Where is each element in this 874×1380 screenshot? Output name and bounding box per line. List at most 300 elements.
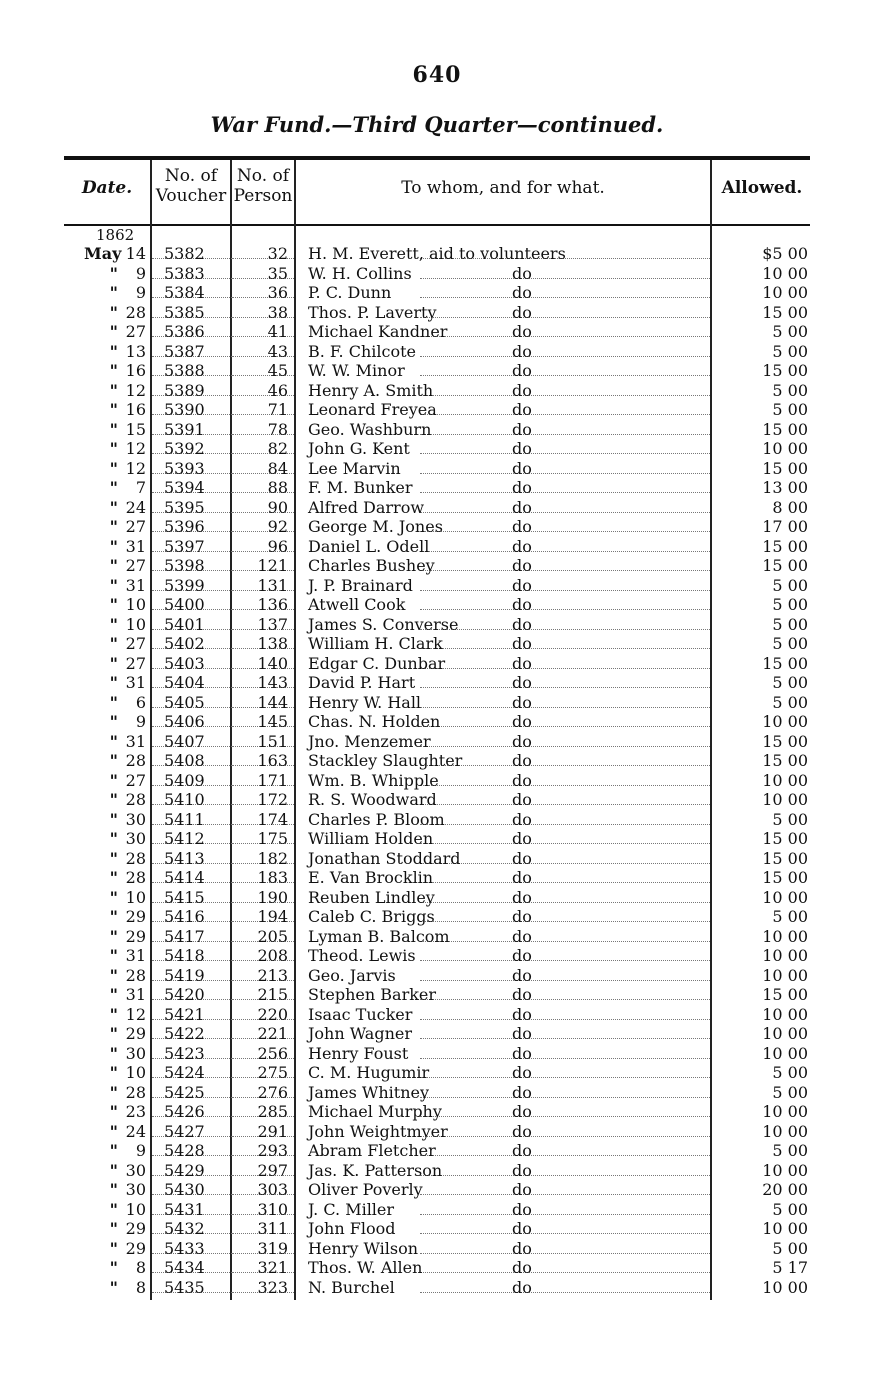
row-day: 31 — [125, 673, 146, 692]
row-purpose: do — [512, 712, 532, 731]
row-day: 30 — [125, 829, 146, 848]
table-row — [0, 459, 874, 479]
row-purpose: do — [512, 770, 532, 790]
row-purpose: do — [512, 1043, 532, 1063]
table-row — [0, 966, 874, 986]
row-person-number: 38 — [267, 302, 288, 322]
dotted-leader — [420, 453, 710, 454]
dotted-leader — [420, 1019, 710, 1020]
row-day: 31 — [125, 536, 146, 556]
year-label: 1862 — [96, 226, 135, 244]
table-row — [0, 751, 874, 771]
table-row — [0, 790, 874, 810]
row-payee: Henry W. Hall — [308, 692, 422, 712]
table-row — [0, 985, 874, 1005]
row-voucher-number: 5394 — [164, 478, 205, 497]
dotted-leader — [420, 551, 710, 552]
header-allowed: Allowed. — [721, 178, 803, 198]
table-row — [0, 1258, 874, 1278]
row-purpose: do — [512, 1180, 532, 1199]
row-purpose: do — [512, 302, 532, 322]
row-voucher-number: 5384 — [164, 283, 205, 302]
row-voucher-number: 5425 — [164, 1082, 205, 1102]
row-day: 28 — [125, 302, 146, 322]
row-amount: 15 00 — [762, 829, 808, 848]
row-day: 23 — [125, 1102, 146, 1121]
row-payee: Edgar C. Dunbar — [308, 653, 446, 673]
table-row — [0, 888, 874, 908]
dotted-leader — [420, 668, 710, 669]
table-row — [0, 283, 874, 303]
row-person-number: 275 — [257, 1063, 288, 1082]
row-person-number: 144 — [257, 692, 288, 712]
table-row — [0, 673, 874, 693]
row-purpose: do — [512, 1277, 532, 1297]
row-day: 8 — [135, 1277, 146, 1297]
row-voucher-number: 5429 — [164, 1160, 205, 1180]
row-month: " — [109, 536, 118, 556]
row-purpose: do — [512, 848, 532, 868]
row-amount: 10 00 — [762, 1277, 808, 1297]
row-day: 28 — [125, 790, 146, 809]
dotted-leader — [420, 297, 710, 298]
dotted-leader — [420, 882, 710, 883]
row-payee: Leonard Freyea — [308, 400, 437, 419]
row-month: " — [109, 1238, 118, 1258]
row-payee: Wm. B. Whipple — [308, 770, 439, 790]
row-amount: 10 00 — [762, 965, 808, 985]
dotted-leader — [420, 1272, 710, 1273]
row-amount: 15 00 — [762, 868, 808, 887]
page-number: 640 — [412, 62, 462, 88]
dotted-leader — [420, 648, 710, 649]
row-purpose: do — [512, 497, 532, 517]
table-row — [0, 361, 874, 381]
row-day: 6 — [135, 692, 146, 712]
row-voucher-number: 5396 — [164, 517, 205, 536]
row-month: " — [109, 478, 118, 497]
row-voucher-number: 5406 — [164, 712, 205, 731]
row-amount: 10 00 — [762, 790, 808, 809]
row-amount: 10 00 — [762, 283, 808, 302]
row-voucher-number: 5424 — [164, 1063, 205, 1082]
row-purpose: do — [512, 1238, 532, 1258]
dotted-leader — [420, 414, 710, 415]
row-amount: 10 00 — [762, 946, 808, 965]
row-day: 7 — [135, 478, 146, 497]
row-month: May — [84, 244, 122, 263]
row-day: 31 — [125, 946, 146, 965]
table-row — [0, 1063, 874, 1083]
row-day: 30 — [125, 1160, 146, 1180]
row-person-number: 256 — [257, 1043, 288, 1063]
row-voucher-number: 5402 — [164, 634, 205, 653]
row-purpose: do — [512, 575, 532, 595]
row-amount: 5 00 — [772, 1141, 808, 1160]
row-voucher-number: 5397 — [164, 536, 205, 556]
row-voucher-number: 5387 — [164, 341, 205, 361]
row-amount: 10 00 — [762, 712, 808, 731]
row-payee: N. Burchel — [308, 1277, 395, 1297]
dotted-leader — [420, 1292, 710, 1293]
row-person-number: 145 — [257, 712, 288, 731]
dotted-leader — [420, 1155, 710, 1156]
row-person-number: 143 — [257, 673, 288, 692]
row-person-number: 221 — [257, 1024, 288, 1043]
row-amount: 5 17 — [772, 1258, 808, 1277]
row-payee: John Wagner — [308, 1024, 412, 1043]
dotted-leader — [420, 960, 710, 961]
row-person-number: 121 — [257, 556, 288, 575]
row-month: " — [109, 731, 118, 751]
dotted-leader — [420, 1194, 710, 1195]
table-row — [0, 634, 874, 654]
dotted-leader — [420, 785, 710, 786]
dotted-leader — [420, 1233, 710, 1234]
row-payee: Henry A. Smith — [308, 380, 434, 400]
row-month: " — [109, 1199, 118, 1219]
row-day: 16 — [125, 361, 146, 380]
row-person-number: 138 — [257, 634, 288, 653]
dotted-leader — [420, 804, 710, 805]
row-purpose: do — [512, 965, 532, 985]
dotted-leader — [420, 746, 710, 747]
dotted-leader — [420, 375, 710, 376]
row-person-number: 71 — [267, 400, 288, 419]
row-amount: 15 00 — [762, 985, 808, 1004]
dotted-leader — [420, 531, 710, 532]
row-person-number: 36 — [267, 283, 288, 302]
row-payee: Daniel L. Odell — [308, 536, 430, 556]
row-person-number: 311 — [257, 1219, 288, 1238]
row-month: " — [109, 1180, 118, 1199]
row-day: 12 — [125, 439, 146, 458]
row-month: " — [109, 809, 118, 829]
row-day: 29 — [125, 1238, 146, 1258]
row-month: " — [109, 361, 118, 380]
row-person-number: 151 — [257, 731, 288, 751]
row-amount: 5 00 — [772, 341, 808, 361]
row-day: 31 — [125, 575, 146, 595]
row-payee: Geo. Jarvis — [308, 965, 396, 985]
row-amount: 8 00 — [772, 497, 808, 517]
row-purpose: do — [512, 1258, 532, 1277]
row-person-number: 137 — [257, 614, 288, 634]
row-voucher-number: 5435 — [164, 1277, 205, 1297]
row-payee: Michael Murphy — [308, 1102, 442, 1121]
dotted-leader — [420, 278, 710, 279]
row-payee: William Holden — [308, 829, 434, 848]
row-month: " — [109, 614, 118, 634]
row-amount: 5 00 — [772, 1199, 808, 1219]
row-person-number: 291 — [257, 1121, 288, 1141]
row-voucher-number: 5383 — [164, 263, 205, 283]
row-person-number: 208 — [257, 946, 288, 965]
row-payee: R. S. Woodward — [308, 790, 437, 809]
row-payee: Henry Foust — [308, 1043, 409, 1063]
row-amount: 10 00 — [762, 1043, 808, 1063]
table-row — [0, 849, 874, 869]
dotted-leader — [420, 1175, 710, 1176]
row-voucher-number: 5417 — [164, 926, 205, 946]
row-purpose: do — [512, 1160, 532, 1180]
page-heading: War Fund.—Third Quarter—continued. — [210, 112, 664, 137]
header-persons: No. of Person — [233, 166, 293, 206]
table-row — [0, 693, 874, 713]
row-person-number: 194 — [257, 907, 288, 926]
row-month: " — [109, 1043, 118, 1063]
table-row — [0, 595, 874, 615]
row-day: 28 — [125, 965, 146, 985]
row-person-number: 323 — [257, 1277, 288, 1297]
row-amount: 5 00 — [772, 595, 808, 614]
dotted-leader — [420, 492, 710, 493]
table-row — [0, 1083, 874, 1103]
table-row — [0, 946, 874, 966]
row-voucher-number: 5431 — [164, 1199, 205, 1219]
table-row — [0, 907, 874, 927]
row-voucher-number: 5412 — [164, 829, 205, 848]
row-day: 9 — [135, 1141, 146, 1160]
dotted-leader — [420, 1058, 710, 1059]
row-payee: Chas. N. Holden — [308, 712, 441, 731]
row-payee: Henry Wilson — [308, 1238, 419, 1258]
row-person-number: 92 — [267, 517, 288, 536]
row-voucher-number: 5401 — [164, 614, 205, 634]
row-amount: 5 00 — [772, 673, 808, 692]
row-purpose: do — [512, 868, 532, 887]
row-voucher-number: 5395 — [164, 497, 205, 517]
row-payee: John G. Kent — [308, 439, 410, 458]
dotted-leader — [420, 570, 710, 571]
row-voucher-number: 5410 — [164, 790, 205, 809]
row-person-number: 82 — [267, 439, 288, 458]
row-purpose: do — [512, 751, 532, 770]
header-whom: To whom, and for what. — [401, 178, 605, 198]
row-purpose: do — [512, 653, 532, 673]
row-voucher-number: 5432 — [164, 1219, 205, 1238]
row-voucher-number: 5433 — [164, 1238, 205, 1258]
row-voucher-number: 5434 — [164, 1258, 205, 1277]
row-purpose: do — [512, 634, 532, 653]
dotted-leader — [420, 629, 710, 630]
row-amount: 10 00 — [762, 1160, 808, 1180]
row-voucher-number: 5416 — [164, 907, 205, 926]
row-day: 10 — [125, 595, 146, 614]
row-purpose: do — [512, 692, 532, 712]
dotted-leader — [420, 609, 710, 610]
row-month: " — [109, 653, 118, 673]
row-person-number: 174 — [257, 809, 288, 829]
header-rule — [64, 224, 810, 226]
row-amount: 15 00 — [762, 302, 808, 322]
row-purpose: do — [512, 1141, 532, 1160]
row-amount: 10 00 — [762, 1121, 808, 1141]
row-payee: F. M. Bunker — [308, 478, 413, 497]
row-payee: W. H. Collins — [308, 263, 412, 283]
row-voucher-number: 5413 — [164, 848, 205, 868]
row-payee: Lyman B. Balcom — [308, 926, 450, 946]
row-payee: Stephen Barker — [308, 985, 437, 1004]
row-amount: 20 00 — [762, 1180, 808, 1199]
row-purpose: do — [512, 478, 532, 497]
table-row — [0, 400, 874, 420]
row-day: 15 — [125, 419, 146, 439]
row-day: 12 — [125, 1004, 146, 1024]
table-row — [0, 342, 874, 362]
row-month: " — [109, 1141, 118, 1160]
row-purpose: do — [512, 946, 532, 965]
table-row — [0, 439, 874, 459]
row-purpose: do — [512, 517, 532, 536]
row-voucher-number: 5392 — [164, 439, 205, 458]
row-payee: Thos. W. Allen — [308, 1258, 423, 1277]
row-amount: 15 00 — [762, 731, 808, 751]
row-purpose: do — [512, 341, 532, 361]
dotted-leader — [420, 1116, 710, 1117]
table-row — [0, 654, 874, 674]
row-amount: 5 00 — [772, 1082, 808, 1102]
row-purpose: do — [512, 1024, 532, 1043]
row-person-number: 190 — [257, 887, 288, 907]
table-row — [0, 517, 874, 537]
dotted-leader — [420, 941, 710, 942]
row-person-number: 41 — [267, 322, 288, 341]
row-payee: James Whitney — [308, 1082, 429, 1102]
row-person-number: 172 — [257, 790, 288, 809]
table-row — [0, 537, 874, 557]
dotted-leader — [420, 1136, 710, 1137]
row-day: 9 — [135, 263, 146, 283]
dotted-leader — [420, 1097, 710, 1098]
row-purpose: do — [512, 595, 532, 614]
row-amount: 10 00 — [762, 926, 808, 946]
table-row — [0, 1044, 874, 1064]
row-day: 27 — [125, 770, 146, 790]
row-purpose: do — [512, 556, 532, 575]
row-day: 28 — [125, 1082, 146, 1102]
row-purpose: do — [512, 1219, 532, 1238]
row-payee: Jonathan Stoddard — [308, 848, 461, 868]
dotted-leader — [420, 1214, 710, 1215]
row-day: 30 — [125, 809, 146, 829]
dotted-leader — [420, 707, 710, 708]
dotted-leader — [420, 1077, 710, 1078]
row-day: 8 — [135, 1258, 146, 1277]
row-month: " — [109, 1121, 118, 1141]
row-voucher-number: 5426 — [164, 1102, 205, 1121]
table-row — [0, 1161, 874, 1181]
row-month: " — [109, 1082, 118, 1102]
top-rule — [64, 156, 810, 160]
row-payee: Lee Marvin — [308, 458, 401, 478]
row-payee: Isaac Tucker — [308, 1004, 413, 1024]
row-month: " — [109, 673, 118, 692]
row-purpose: do — [512, 809, 532, 829]
dotted-leader — [420, 590, 710, 591]
row-month: " — [109, 322, 118, 341]
row-voucher-number: 5393 — [164, 458, 205, 478]
dotted-leader — [420, 473, 710, 474]
row-month: " — [109, 1063, 118, 1082]
row-voucher-number: 5405 — [164, 692, 205, 712]
row-voucher-number: 5388 — [164, 361, 205, 380]
row-day: 31 — [125, 731, 146, 751]
row-day: 12 — [125, 458, 146, 478]
table-row — [0, 420, 874, 440]
row-month: " — [109, 419, 118, 439]
row-amount: 5 00 — [772, 634, 808, 653]
row-month: " — [109, 848, 118, 868]
row-payee: H. M. Everett, aid to volunteers — [308, 244, 566, 263]
row-payee: Oliver Poverly — [308, 1180, 423, 1199]
row-month: " — [109, 751, 118, 770]
table-row — [0, 1024, 874, 1044]
row-person-number: 43 — [267, 341, 288, 361]
row-voucher-number: 5411 — [164, 809, 205, 829]
table-row — [0, 264, 874, 284]
row-day: 28 — [125, 751, 146, 770]
row-person-number: 175 — [257, 829, 288, 848]
row-person-number: 171 — [257, 770, 288, 790]
row-voucher-number: 5404 — [164, 673, 205, 692]
dotted-leader — [420, 1038, 710, 1039]
dotted-leader — [420, 395, 710, 396]
row-payee: Atwell Cook — [308, 595, 406, 614]
row-purpose: do — [512, 1199, 532, 1219]
row-person-number: 78 — [267, 419, 288, 439]
row-purpose: do — [512, 439, 532, 458]
row-day: 24 — [125, 1121, 146, 1141]
row-month: " — [109, 887, 118, 907]
row-purpose: do — [512, 1082, 532, 1102]
row-purpose: do — [512, 614, 532, 634]
row-day: 29 — [125, 1219, 146, 1238]
row-purpose: do — [512, 985, 532, 1004]
row-day: 10 — [125, 1199, 146, 1219]
row-person-number: 84 — [267, 458, 288, 478]
dotted-leader — [420, 980, 710, 981]
row-month: " — [109, 1024, 118, 1043]
row-month: " — [109, 1277, 118, 1297]
row-payee: Michael Kandner — [308, 322, 448, 341]
dotted-leader — [420, 765, 710, 766]
dotted-leader — [420, 824, 710, 825]
table-row — [0, 771, 874, 791]
row-voucher-number: 5408 — [164, 751, 205, 770]
row-voucher-number: 5418 — [164, 946, 205, 965]
row-payee: Caleb C. Briggs — [308, 907, 435, 926]
row-purpose: do — [512, 1121, 532, 1141]
dotted-leader — [420, 902, 710, 903]
row-amount: 10 00 — [762, 263, 808, 283]
row-payee: Charles P. Bloom — [308, 809, 445, 829]
table-row — [0, 1180, 874, 1200]
row-purpose: do — [512, 907, 532, 926]
row-day: 29 — [125, 926, 146, 946]
row-voucher-number: 5422 — [164, 1024, 205, 1043]
row-voucher-number: 5427 — [164, 1121, 205, 1141]
row-amount: 5 00 — [772, 1063, 808, 1082]
dotted-leader — [420, 434, 710, 435]
row-purpose: do — [512, 400, 532, 419]
table-row — [0, 576, 874, 596]
row-voucher-number: 5420 — [164, 985, 205, 1004]
row-day: 10 — [125, 887, 146, 907]
row-payee: J. C. Miller — [308, 1199, 395, 1219]
row-day: 28 — [125, 868, 146, 887]
row-month: " — [109, 1219, 118, 1238]
